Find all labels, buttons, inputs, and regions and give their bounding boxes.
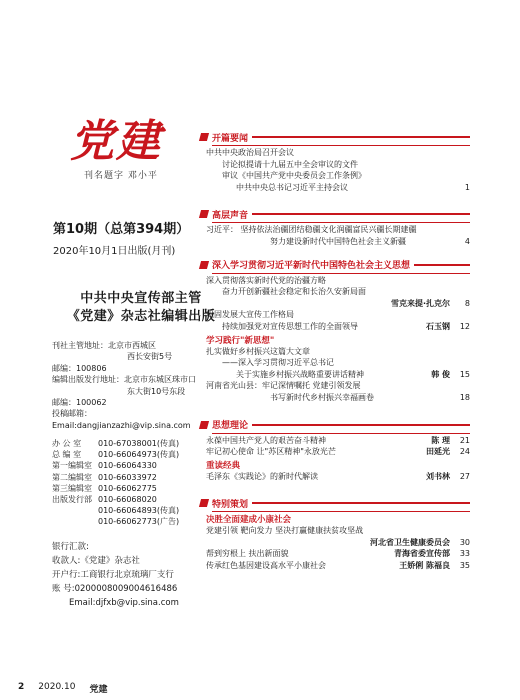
toc-entry[interactable]: 雪克来提·扎克尔 8 <box>390 298 470 308</box>
sub-heading: 决胜全面建成小康社会 <box>206 515 292 526</box>
section-heading: 特别策划 <box>200 496 470 510</box>
issue-number: 第10期（总第394期） <box>53 222 190 237</box>
toc-entry[interactable]: 习近平： 坚持依法治疆团结稳疆文化润疆富民兴疆长期建疆 <box>206 225 417 235</box>
zip-value: 100806 <box>76 363 107 373</box>
toc-entry[interactable]: 河北省卫生健康委员会 30 <box>370 537 470 547</box>
submission-label: 投稿邮箱： <box>52 409 92 419</box>
section-marker-icon <box>199 133 209 141</box>
edit-address-value: 北京市东城区珠市口 <box>124 375 196 385</box>
sponsor-line-1: 中共中央宣传部主管 <box>80 291 202 306</box>
phone-row: 第二编辑室 010-66033972 <box>52 472 157 482</box>
logo-credit: 刊名题字 邓小平 <box>84 171 158 181</box>
bank-payee: 收款人:《党建》杂志社 <box>52 556 140 566</box>
toc-entry[interactable]: 中共中央政治局召开会议 <box>206 148 294 157</box>
footer-issue: 2020.10 <box>38 682 76 692</box>
section-heading: 开篇要闻 <box>200 130 470 144</box>
masthead <box>70 118 200 181</box>
phone-row: 010-66064893(传真) <box>98 506 180 516</box>
bank-name: 开户行:工商银行北京琉璃厂支行 <box>52 570 174 580</box>
toc-section-2 <box>200 207 470 247</box>
sub-heading: 重读经典 <box>206 460 241 471</box>
toc-entry[interactable]: 审议《中国共产党中央委员会工作条例》 <box>222 171 366 181</box>
phone-row: 第三编辑室 010-66062775 <box>52 483 157 493</box>
phone-row: 010-66062773(广告) <box>98 517 180 527</box>
edit-address-label: 编辑出版发行地址： <box>52 375 124 385</box>
section-marker-icon <box>199 261 209 269</box>
section-heading: 深入学习贯彻习近平新时代中国特色社会主义思想 <box>200 258 470 272</box>
toc-section-4 <box>200 418 470 483</box>
sub-heading: 学习践行"新思想" <box>206 335 275 346</box>
zip2-label: 邮编： <box>52 398 76 408</box>
phone-row: 出版发行部 010-66068020 <box>52 495 157 505</box>
toc-entry[interactable]: 毛泽东《实践论》的新时代解读 刘书林 27 <box>206 471 470 481</box>
edit-address-value-2: 东大街10号东段 <box>127 386 186 396</box>
section-heading: 高层声音 <box>200 207 470 221</box>
address-label: 刊社主管地址： <box>52 341 108 350</box>
issue-date: 2020年10月1日出版(月刊) <box>53 246 176 257</box>
phone-row: 总 编 室 010-66064973(传真) <box>52 450 180 460</box>
toc-entry[interactable]: 努力建设新时代中国特色社会主义新疆 4 <box>270 236 470 246</box>
page-footer <box>18 682 108 695</box>
toc-entry[interactable]: 中共中央总书记习近平主持会议 1 <box>236 182 470 192</box>
toc-entry[interactable]: 讨论拟提请十九届五中全会审议的文件 <box>222 159 358 169</box>
toc-entry[interactable]: 奋力开创新疆社会稳定和长治久安新局面 <box>222 287 366 297</box>
toc-entry[interactable]: 关于实施乡村振兴战略重要讲话精神 韩 俊 15 <box>236 369 470 379</box>
address-value: 北京市西城区 <box>108 341 156 350</box>
phone-row: 办 公 室 010-67038001(传真) <box>52 439 180 448</box>
toc-entry[interactable]: 书写新时代乡村振兴幸福画卷 18 <box>270 392 470 402</box>
toc-entry[interactable]: 持续加强党对宣传思想工作的全面领导 石玉钢 12 <box>222 321 470 331</box>
zip2-value: 100062 <box>76 398 107 408</box>
table-of-contents <box>200 130 470 572</box>
toc-entry[interactable]: 扎实做好乡村振兴这篇大文章 <box>206 346 310 356</box>
section-heading: 思想理论 <box>200 418 470 432</box>
toc-section-1 <box>200 130 470 193</box>
toc-entry[interactable]: 河南省光山县：牢记深情嘱托 党建引领发展 <box>206 381 361 391</box>
toc-entry[interactable]: 党建引领 靶向发力 坚决打赢健康扶贫攻坚战 <box>206 526 364 536</box>
sponsor-line-2: 《党建》杂志社编辑出版 <box>66 309 216 324</box>
page-number: 2 <box>18 682 25 692</box>
section-marker-icon <box>199 210 209 218</box>
address-value-2: 西长安街5号 <box>127 352 173 362</box>
footer-magazine-name: 党建 <box>89 685 108 695</box>
zip-label: 邮编： <box>52 363 76 373</box>
bank-title: 银行汇款: <box>52 542 89 552</box>
toc-entry[interactable]: ——深入学习贯彻习近平总书记 <box>222 358 334 368</box>
toc-entry[interactable]: 深入贯彻落实新时代党的治疆方略 <box>206 275 326 285</box>
toc-section-5 <box>200 496 470 571</box>
toc-entry[interactable]: 巩固发展大宣传工作格局 <box>206 310 294 320</box>
toc-entry[interactable]: 永葆中国共产党人的艰苦奋斗精神 陈 理 21 <box>206 435 470 445</box>
section-marker-icon <box>199 421 209 429</box>
magazine-logo: 党建 <box>70 116 162 167</box>
submission-email[interactable]: Email:dangjianzazhi@vip.sina.com <box>52 420 191 430</box>
distribution-email[interactable]: Email:djfxb@vip.sina.com <box>69 598 179 608</box>
toc-entry[interactable]: 牢记初心使命 让"苏区精神"永放光芒 田延光 24 <box>206 447 470 457</box>
toc-entry[interactable]: 传承红色基因建设高水平小康社会 王娇俐 陈福良 35 <box>206 561 470 571</box>
toc-section-3 <box>200 258 470 404</box>
bank-account: 账 号:0200008009004616486 <box>52 584 178 594</box>
phone-row: 第一编辑室 010-66064330 <box>52 461 157 471</box>
toc-entry[interactable]: 帮到穷根上 扶出新面貌 青海省委宣传部 33 <box>206 549 470 559</box>
section-marker-icon <box>199 499 209 507</box>
